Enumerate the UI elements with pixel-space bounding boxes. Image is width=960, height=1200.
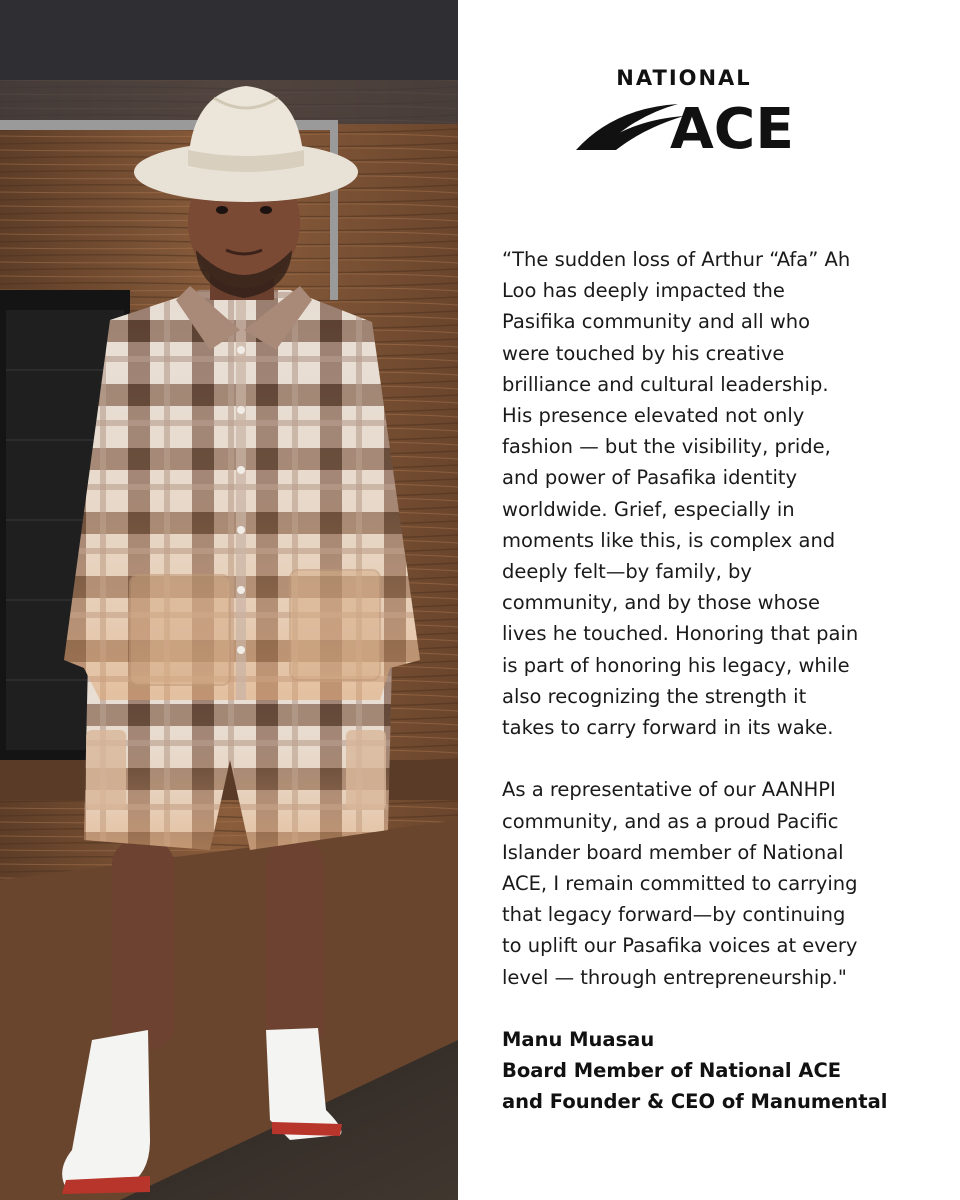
quote-line: ACE, I remain committed to carrying xyxy=(502,872,858,896)
quote-line: level — through entrepreneurship." xyxy=(502,965,847,989)
signature-name: Manu Muasau xyxy=(502,1028,655,1051)
quote-line: community, and by those whose xyxy=(502,591,821,615)
quote-line: Loo has deeply impacted the xyxy=(502,279,785,303)
quote-line: takes to carry forward in its wake. xyxy=(502,716,834,740)
quote-line: fashion — but the visibility, pride, xyxy=(502,435,831,459)
statement-panel xyxy=(458,0,960,1200)
logo-national-text: NATIONAL xyxy=(616,66,752,90)
quote-block xyxy=(502,244,932,993)
logo-ace-mark xyxy=(574,94,804,156)
quote-line: His presence elevated not only xyxy=(502,404,805,428)
quote-line: that legacy forward—by continuing xyxy=(502,903,846,927)
quote-line: were touched by his creative xyxy=(502,341,785,365)
signature-block xyxy=(502,1024,932,1118)
quote-line: worldwide. Grief, especially in xyxy=(502,497,795,521)
quote-paragraph-1 xyxy=(502,244,932,743)
quote-line: brilliance and cultural leadership. xyxy=(502,372,829,396)
signature-title-line-2: and Founder & CEO of Manumental xyxy=(502,1090,888,1114)
quote-line: lives he touched. Honoring that pain xyxy=(502,622,859,646)
quote-line: is part of honoring his legacy, while xyxy=(502,653,850,677)
quote-line: community, and as a proud Pacific xyxy=(502,809,839,833)
quote-line: Pasifika community and all who xyxy=(502,310,811,334)
quote-line: Islander board member of National xyxy=(502,840,844,864)
logo-ace-text: ACE xyxy=(670,97,794,156)
quote-line: As a representative of our AANHPI xyxy=(502,778,836,802)
portrait-photo xyxy=(0,0,458,1200)
quote-line: “The sudden loss of Arthur “Afa” Ah xyxy=(502,248,851,271)
quote-paragraph-2 xyxy=(502,774,932,992)
quote-line: moments like this, is complex and xyxy=(502,528,836,552)
national-ace-logo xyxy=(574,66,804,156)
signature-title-line-1: Board Member of National ACE xyxy=(502,1059,842,1083)
quote-line: also recognizing the strength it xyxy=(502,684,807,708)
quote-line: deeply felt—by family, by xyxy=(502,560,752,584)
quote-line: and power of Pasafika identity xyxy=(502,466,798,490)
quote-line: to uplift our Pasafika voices at every xyxy=(502,934,858,958)
